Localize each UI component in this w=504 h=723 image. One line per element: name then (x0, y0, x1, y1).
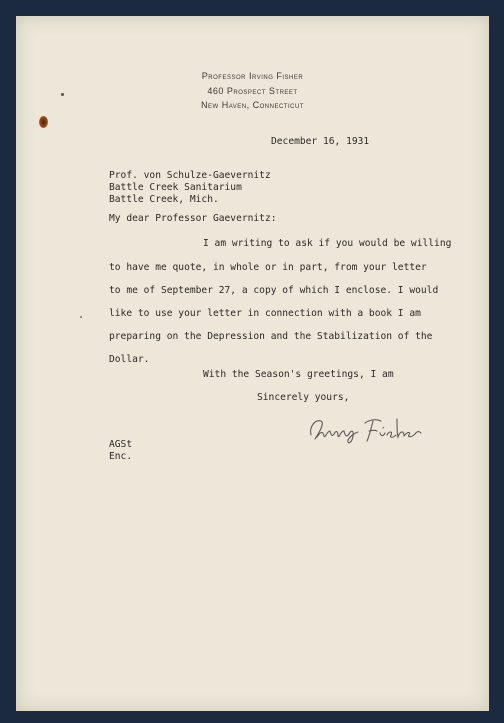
salutation: My dear Professor Gaevernitz: (109, 213, 277, 224)
body-line: to have me quote, in whole or in part, from your letter (109, 262, 427, 273)
recipient-line: Battle Creek, Mich. (109, 194, 219, 205)
letter-page (16, 16, 489, 711)
seasons-greeting: With the Season's greetings, I am (203, 369, 394, 380)
recipient-line: Prof. von Schulze-Gaevernitz (109, 170, 271, 181)
recipient-line: Battle Creek Sanitarium (109, 182, 242, 193)
enclosure-note: Enc. (109, 451, 133, 462)
ink-stain (39, 116, 48, 128)
closing: Sincerely yours, (257, 392, 350, 403)
letter-date: December 16, 1931 (271, 136, 370, 147)
body-line: Dollar. (109, 354, 150, 365)
handwritten-signature (303, 409, 433, 449)
typist-initials: AGSt (109, 439, 133, 450)
body-line: I am writing to ask if you would be willing (203, 238, 452, 249)
letterhead-street: 460 Prospect Street (207, 86, 298, 96)
body-line: to me of September 27, a copy of which I enclose. I would (109, 285, 439, 296)
body-line: like to use your letter in connection with a book I am (109, 308, 421, 319)
letterhead-name: Professor Irving Fisher (201, 71, 304, 81)
paper-speck (80, 316, 82, 318)
letterhead-city: New Haven, Connecticut (201, 100, 304, 110)
body-line: preparing on the Depression and the Stabilization of the (109, 331, 433, 342)
